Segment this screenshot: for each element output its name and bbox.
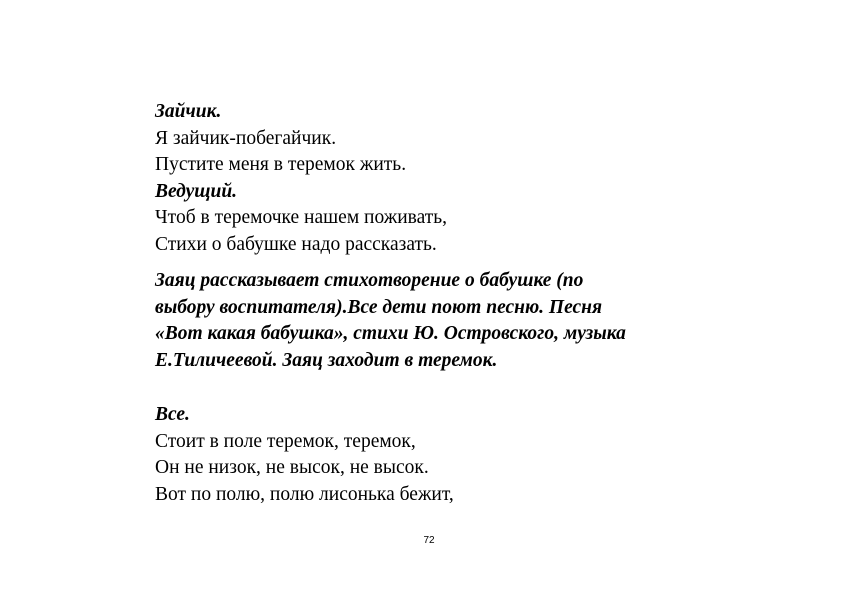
stage-direction-line-3: «Вот какая бабушка», стихи Ю. Островского, музыка — [155, 323, 626, 344]
chorus-line-1: Стоит в поле теремок, теремок, — [155, 430, 416, 452]
hare-line-1: Я зайчик-побегайчик. — [155, 127, 337, 149]
chorus-line-2: Он не низок, не высок, не высок. — [155, 457, 429, 478]
host-line-2: Стихи о бабушке надо рассказать. — [155, 233, 437, 255]
stage-direction-line-1: Заяц рассказывает стихотворение о бабушке (по — [155, 270, 584, 291]
speaker-name-host: Ведущий. — [155, 180, 238, 202]
host-line-1: Чтоб в теремочке нашем поживать, — [155, 207, 448, 228]
spacer — [155, 374, 715, 402]
stage-direction-line-2: выбору воспитателя).Все дети поют песню. Песня — [155, 296, 603, 318]
chorus-line-3: Вот по полю, полю лисонька бежит, — [155, 483, 454, 505]
script-text — [155, 99, 715, 508]
hare-line-2: Пустите меня в теремок жить. — [155, 154, 407, 175]
page-number-text: 72 — [423, 535, 435, 546]
speaker-name-all: Все. — [155, 404, 190, 425]
speaker-name-hare: Зайчик. — [155, 101, 222, 122]
spacer — [155, 258, 715, 268]
page-number — [0, 535, 842, 546]
stage-direction-line-4: Е.Тиличеевой. Заяц заходит в теремок. — [155, 349, 498, 371]
